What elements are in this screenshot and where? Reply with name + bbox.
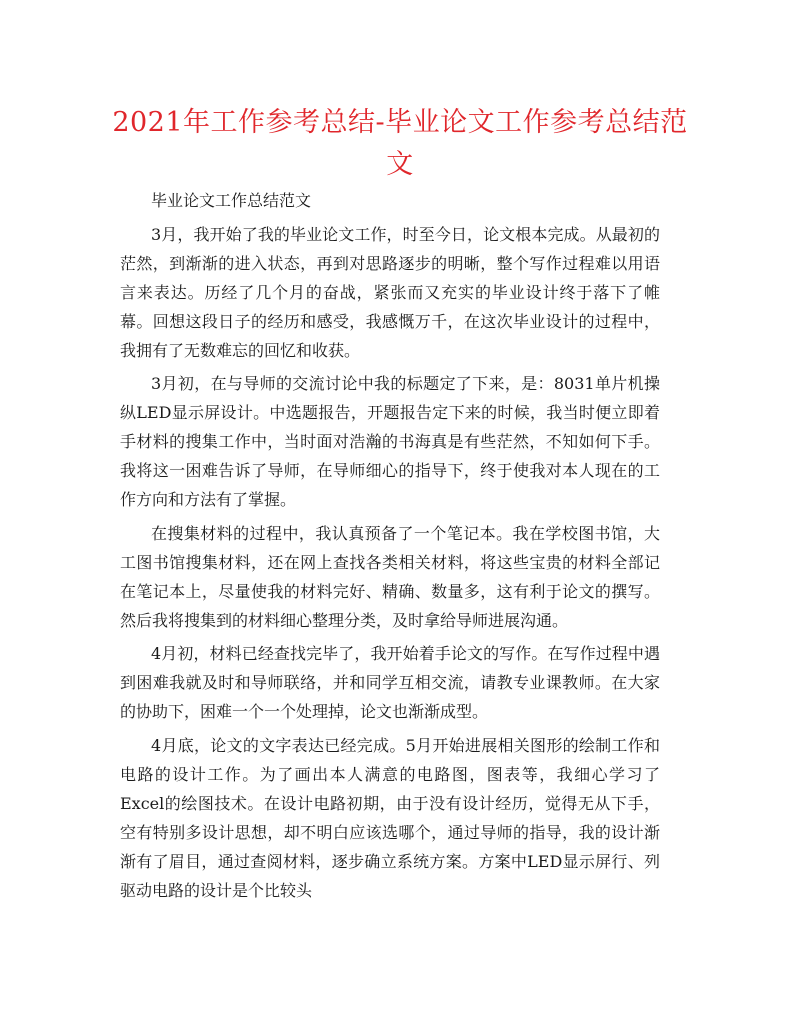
paragraph: 4月初，材料已经查找完毕了，我开始着手论文的写作。在写作过程中遇到困难我就及时和导师联络，并和同学互相交流，请教专业课教师。在大家的协助下，困难一个一个处理掉，论文也渐渐成型。 <box>120 644 660 721</box>
paragraph: 3月初，在与导师的交流讨论中我的标题定了下来，是：8031单片机操纵LED显示屏设计。中选题报告，开题报告定下来的时候，我当时便立即着手材料的搜集工作中，当时面对浩瀚的书海真是有些茫然，不知如何下手。我将这一困难告诉了导师，在导师细心的指导下，终于使我对本人现在的工作方向和方法有了掌握。 <box>120 374 660 509</box>
document-body <box>120 186 660 909</box>
document-title: 2021年工作参考总结-毕业论文工作参考总结范文 <box>112 107 688 180</box>
document-subtitle: 毕业论文工作总结范文 <box>151 191 312 210</box>
paragraph: 4月底，论文的文字表达已经完成。5月开始进展相关图形的绘制工作和电路的设计工作。为了画出本人满意的电路图，图表等，我细心学习了Excel的绘图技术。在设计电路初期，由于没有设计经历，觉得无从下手，空有特别多设计思想，却不明白应该选哪个，通过导师的指导，我的设计渐渐有了眉目，通过查阅材料，逐步确立系统方案。方案中LED显示屏行、列驱动电路的设计是个比较头 <box>120 735 660 900</box>
paragraph: 在搜集材料的过程中，我认真预备了一个笔记本。我在学校图书馆，大工图书馆搜集材料，还在网上查找各类相关材料，将这些宝贵的材料全部记在笔记本上，尽量使我的材料完好、精确、数量多，这有利于论文的撰写。然后我将搜集到的材料细心整理分类，及时拿给导师进展沟通。 <box>120 523 660 630</box>
paragraph: 3月，我开始了我的毕业论文工作，时至今日，论文根本完成。从最初的茫然，到渐渐的进入状态，再到对思路逐步的明晰，整个写作过程难以用语言来表达。历经了几个月的奋战，紧张而又充实的毕业设计终于落下了帷幕。回想这段日子的经历和感受，我感慨万千，在这次毕业设计的过程中，我拥有了无数难忘的回忆和收获。 <box>120 224 660 360</box>
